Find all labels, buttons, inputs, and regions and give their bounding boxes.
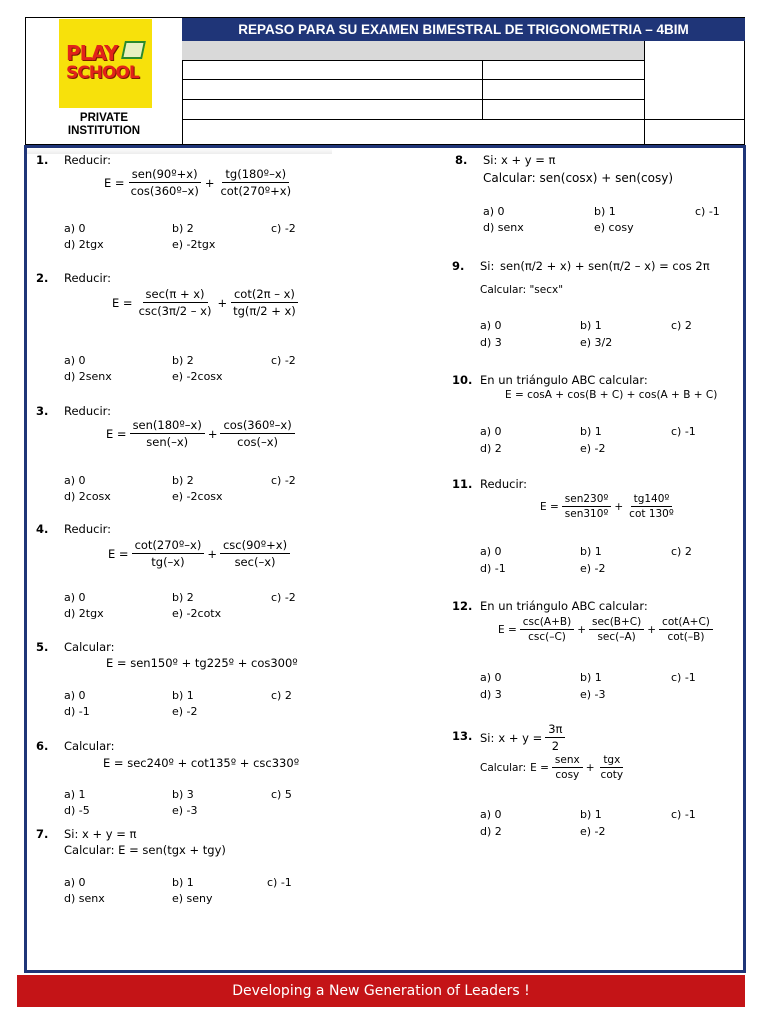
problem-number: 6. [36,739,49,753]
problem-number: 10. [452,373,473,387]
option-c[interactable]: c) -1 [671,671,696,684]
problem-number: 12. [452,599,473,613]
equation [108,538,290,569]
problem-prompt: Si: x + y = π [64,827,137,841]
option-e[interactable]: e) -2cotx [172,607,222,620]
option-e[interactable]: e) -2 [172,705,198,718]
denominator: 2 [551,739,560,753]
option-c[interactable]: c) -1 [267,876,292,889]
fraction [220,538,290,569]
school-logo [59,19,152,108]
denominator: sen310º [564,508,609,520]
option-b[interactable]: b) 1 [172,689,194,702]
option-c[interactable]: c) -2 [271,591,296,604]
fraction [562,493,612,520]
numerator: csc(A+B) [520,616,574,630]
denominator: sen(–x) [146,435,189,449]
equation [104,167,294,198]
option-e[interactable]: e) seny [172,892,213,905]
option-e[interactable]: e) cosy [594,221,634,234]
option-a[interactable]: a) 0 [480,319,502,332]
problem-number: 5. [36,640,49,654]
equation-lhs: E = [498,623,517,636]
option-b[interactable]: b) 2 [172,354,194,367]
problem-number: 2. [36,271,49,285]
fraction [589,616,644,643]
option-e[interactable]: e) -2tgx [172,238,216,251]
fraction [545,722,565,753]
equation [540,493,677,520]
equation-lhs: E = [112,295,133,310]
problem-prompt: En un triángulo ABC calcular: [480,373,648,387]
option-b[interactable]: b) 1 [594,205,616,218]
plus-sign: + [577,623,586,636]
equation-lhs: E = [108,546,129,561]
option-e[interactable]: e) -2 [580,825,606,838]
problem-prompt: Calcular: [64,739,115,753]
option-b[interactable]: b) 1 [580,671,602,684]
option-d[interactable]: d) 2senx [64,370,112,383]
fraction [626,493,677,520]
option-c[interactable]: c) 5 [271,788,292,801]
problem-number: 4. [36,522,49,536]
equation-lhs: E = [530,761,549,774]
equation-lhs: E = [540,500,559,513]
option-a[interactable]: a) 0 [480,671,502,684]
option-a[interactable]: a) 0 [64,876,86,889]
option-d[interactable]: d) 3 [480,688,502,701]
option-d[interactable]: d) 2cosx [64,490,111,503]
problem-prompt: En un triángulo ABC calcular: [480,599,648,613]
header-grey-bar [182,41,644,61]
option-a[interactable]: a) 0 [480,545,502,558]
numerator: cot(270º–x) [132,538,205,554]
header-row-line [182,119,745,120]
problem-number: 8. [455,153,468,167]
option-c[interactable]: c) -2 [271,474,296,487]
option-a[interactable]: a) 0 [64,591,86,604]
fraction [598,754,627,781]
problem-prompt: Calcular: [64,640,115,654]
logo-text-school: SCHOOL [66,63,139,83]
option-d[interactable]: d) 2tgx [64,607,104,620]
option-a[interactable]: a) 0 [64,689,86,702]
denominator: csc(3π/2 – x) [138,304,212,318]
header-col-line [482,60,483,119]
fraction [217,167,294,198]
problem-prompt: Si: [480,730,495,745]
numerator: 3π [545,722,565,738]
equation [112,287,299,318]
institution-label [26,112,182,138]
header-table [25,17,745,145]
option-a[interactable]: a) 0 [480,808,502,821]
option-b[interactable]: b) 1 [580,808,602,821]
option-e[interactable]: e) -3 [580,688,606,701]
option-b[interactable]: b) 2 [172,591,194,604]
expression: E = sec240º + cot135º + csc330º [103,756,300,770]
problem-number: 7. [36,827,49,841]
header-col-line [644,41,645,144]
option-d[interactable]: d) 2tgx [64,238,104,251]
problem-instruction: Calcular: sen(cosx) + sen(cosy) [483,171,674,185]
option-c[interactable]: c) -1 [671,425,696,438]
option-a[interactable]: a) 1 [64,788,86,801]
header-row-line [182,99,644,100]
equation-lhs: E = [106,426,127,441]
fraction [132,538,205,569]
plus-sign: + [217,295,228,310]
numerator: cos(360º–x) [220,418,294,434]
condition-equation: sen(π/2 + x) + sen(π/2 – x) = cos 2π [500,259,710,273]
option-b[interactable]: b) 1 [580,545,602,558]
fraction [220,418,294,449]
option-a[interactable]: a) 0 [483,205,505,218]
denominator: sec(–x) [234,555,276,569]
problem-prompt: Reducir: [64,153,112,167]
logo-cell [26,18,183,144]
problem-prompt: Reducir: [480,477,528,491]
option-b[interactable]: b) 2 [172,474,194,487]
fraction [130,418,205,449]
problem-instruction: Calcular: "secx" [480,284,564,296]
equation [480,754,626,781]
option-a[interactable]: a) 0 [64,474,86,487]
header-row-line [182,79,644,80]
expression: E = cosA + cos(B + C) + cos(A + B + C) [505,389,718,401]
problem-instruction: Calcular: [480,761,527,774]
equation [106,418,295,449]
option-d[interactable]: d) 2 [480,442,502,455]
option-d[interactable]: d) senx [483,221,524,234]
option-e[interactable]: e) -2cosx [172,490,223,503]
option-c[interactable]: c) 2 [671,545,692,558]
option-e[interactable]: e) -2 [580,562,606,575]
problem-prompt: Si: [480,259,495,273]
expression: E = sen150º + tg225º + cos300º [106,656,298,670]
numerator: tg(180º–x) [222,167,289,183]
numerator: sen(90º+x) [129,167,201,183]
problem-number: 11. [452,477,473,491]
numerator: sen(180º–x) [130,418,205,434]
problem-number: 13. [452,729,473,743]
problem-prompt: Reducir: [64,522,112,536]
problem-number: 9. [452,259,465,273]
numerator: sec(π + x) [143,287,208,303]
problem-number: 1. [36,153,49,167]
problem-prompt: Reducir: [64,271,112,285]
footer-banner: Developing a New Generation of Leaders ! [17,975,745,1007]
numerator: sec(B+C) [589,616,644,630]
plus-sign: + [207,546,217,561]
condition [480,722,565,753]
numerator: csc(90º+x) [220,538,290,554]
option-c[interactable]: c) -2 [271,222,296,235]
numerator: sen230º [562,493,612,507]
denominator: csc(–C) [528,631,566,643]
equation-lhs: E = [104,175,125,190]
denominator: tg(–x) [151,555,185,569]
denominator: cosy [555,769,580,781]
numerator: cot(A+C) [659,616,713,630]
fraction [230,287,299,318]
option-c[interactable]: c) 2 [271,689,292,702]
logo-text-play: PLAY [66,41,118,65]
option-e[interactable]: e) -2cosx [172,370,223,383]
denominator: cot(–B) [667,631,705,643]
option-a[interactable]: a) 0 [64,222,86,235]
option-e[interactable]: e) 3/2 [580,336,613,349]
option-b[interactable]: b) 1 [580,425,602,438]
plus-sign: + [204,175,215,190]
denominator: cot 130º [629,508,674,520]
option-d[interactable]: d) -1 [480,562,506,575]
denominator: cos(360º–x) [130,184,199,198]
fraction [520,616,574,643]
institution-line-1: PRIVATE [79,112,129,124]
option-b[interactable]: b) 3 [172,788,194,801]
numerator: cot(2π – x) [231,287,298,303]
gift-box-icon [121,41,146,59]
numerator: tgx [600,754,623,768]
denominator: sec(–A) [597,631,636,643]
option-c[interactable]: c) -1 [695,205,720,218]
problem-number: 3. [36,404,49,418]
option-d[interactable]: d) senx [64,892,105,905]
option-d[interactable]: d) -1 [64,705,90,718]
denominator: cos(–x) [237,435,279,449]
numerator: tg140º [631,493,673,507]
denominator: cot(270º+x) [220,184,292,198]
denominator: coty [600,769,624,781]
fraction [128,167,202,198]
fraction [136,287,215,318]
option-b[interactable]: b) 1 [172,876,194,889]
equation [498,616,713,643]
option-d[interactable]: d) 2 [480,825,502,838]
option-b[interactable]: b) 1 [580,319,602,332]
option-e[interactable]: e) -3 [172,804,198,817]
problem-prompt: Si: x + y = π [483,153,556,167]
denominator: tg(π/2 + x) [233,304,296,318]
fraction [659,616,713,643]
option-c[interactable]: c) -1 [671,808,696,821]
option-e[interactable]: e) -2 [580,442,606,455]
option-c[interactable]: c) 2 [671,319,692,332]
option-a[interactable]: a) 0 [64,354,86,367]
plus-sign: + [647,623,657,636]
option-d[interactable]: d) -5 [64,804,90,817]
option-c[interactable]: c) -2 [271,354,296,367]
problem-instruction: Calcular: E = sen(tgx + tgy) [64,843,226,857]
page-title: REPASO PARA SU EXAMEN BIMESTRAL DE TRIGONOMETRIA – 4BIM [182,18,745,41]
fraction [552,754,583,781]
option-a[interactable]: a) 0 [480,425,502,438]
condition-lhs: x + y = [498,730,543,745]
option-b[interactable]: b) 2 [172,222,194,235]
plus-sign: + [585,761,595,774]
plus-sign: + [207,426,218,441]
plus-sign: + [614,500,624,513]
numerator: senx [552,754,583,768]
option-d[interactable]: d) 3 [480,336,502,349]
problem-prompt: Reducir: [64,404,112,418]
institution-line-2: INSTITUTION [67,125,141,137]
